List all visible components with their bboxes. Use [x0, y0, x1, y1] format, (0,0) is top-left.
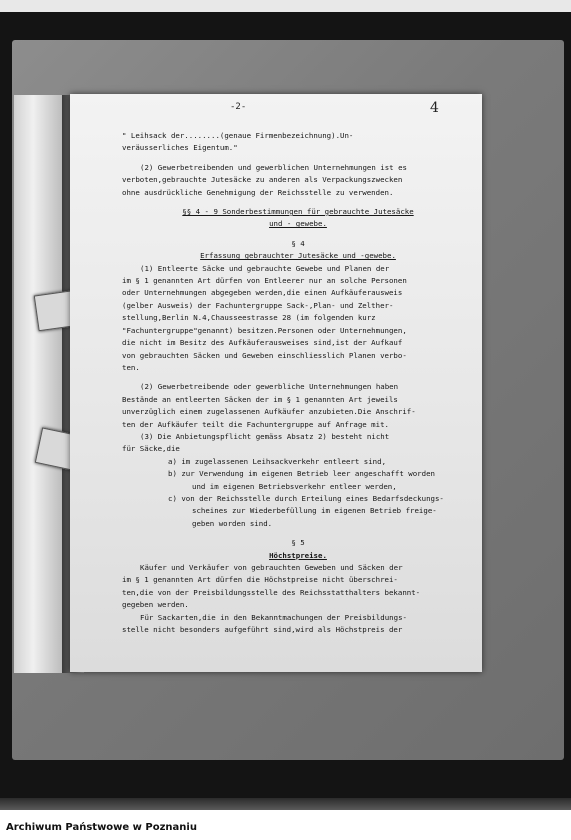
document-line: von gebrauchten Säcken und Geweben einschliesslich Planen verbo- — [122, 350, 407, 360]
document-line: "Fachuntergruppe"genannt) besitzen.Personen oder Unternehmungen, — [122, 325, 407, 335]
document-line: Käufer und Verkäufer von gebrauchten Geweben und Säcken der — [140, 563, 403, 572]
document-line: oder Unternehmungen abgegeben werden,die einen Aufkäuferausweis — [122, 288, 403, 298]
typed-document-page — [70, 94, 482, 672]
document-line — [122, 231, 474, 238]
document-line: im § 1 genannten Art dürfen von Entleerer nur an solche Personen — [122, 276, 407, 286]
document-line: ohne ausdrückliche Genehmigung der Reichsstelle zu verwenden. — [122, 187, 394, 197]
document-line: Bestände an entleerten Säcken der im § 1 genannten Art jeweils — [122, 394, 398, 404]
document-line: ten der Aufkäufer teilt die Fachuntergruppe auf Anfrage mit. — [122, 419, 389, 429]
document-line: die nicht im Besitz des Aufkäuferausweises sind,ist der Aufkauf — [122, 338, 403, 348]
document-line: b) zur Verwendung im eigenen Betrieb leer angeschafft worden — [168, 469, 435, 479]
document-line: geben worden sind. — [192, 518, 273, 528]
footer-bar — [0, 810, 571, 840]
document-line: verboten,gebrauchte Jutesäcke zu anderen als Verpackungszwecken — [122, 175, 403, 185]
document-line: Höchstpreise. — [269, 550, 327, 560]
document-body — [122, 100, 474, 636]
document-line: veräusserliches Eigentum." — [122, 143, 238, 153]
top-border — [0, 0, 571, 12]
document-line: und im eigenen Betriebsverkehr entleer werden, — [192, 481, 397, 491]
document-line: c) von der Reichsstelle durch Erteilung eines Bedarfsdeckungs- — [168, 493, 444, 503]
document-line — [122, 530, 474, 537]
document-line: (1) Entleerte Säcke und gebrauchte Gewebe und Planen der — [140, 263, 390, 273]
document-line: stellung,Berlin N.4,Chausseestrasse 28 (im folgenden kurz — [122, 313, 376, 323]
document-line: Erfassung gebrauchter Jutesäcke und -gewebe. — [200, 251, 396, 261]
document-line: und - gewebe. — [269, 219, 327, 229]
bottom-border — [0, 798, 571, 810]
document-line: Für Sackarten,die in den Bekanntmachungen der Preisbildungs- — [140, 612, 407, 622]
document-line: stelle nicht besonders aufgeführt sind,wird als Höchstpreis der — [122, 625, 403, 635]
binding-fold — [14, 95, 64, 673]
page-number-mark: -2- — [230, 102, 247, 112]
document-line — [122, 199, 474, 206]
archive-label: Archiwum Państwowe w Poznaniu — [6, 822, 197, 833]
document-line: a) im zugelassenen Leihsackverkehr entleert sind, — [168, 456, 387, 466]
document-line: im § 1 genannten Art dürfen die Höchstpreise nicht überschrei- — [122, 575, 398, 585]
document-line: " Leihsack der........(genaue Firmenbezeichnung).Un- — [122, 131, 354, 140]
document-line — [122, 374, 474, 381]
document-line: (3) Die Anbietungspflicht gemäss Absatz 2) besteht nicht — [140, 431, 390, 441]
document-line: ten,die von der Preisbildungsstelle des Reichsstatthalters bekannt- — [122, 587, 421, 597]
folio-number: 4 — [430, 100, 439, 116]
document-line: unverzüglich einem zugelassenen Aufkäufer anzubieten.Die Anschrif- — [122, 407, 416, 417]
top-spacing — [122, 100, 474, 130]
document-line: (gelber Ausweis) der Fachuntergruppe Sack-,Plan- und Zelther- — [122, 300, 394, 310]
document-line: ten. — [122, 362, 140, 372]
document-line: §§ 4 - 9 Sonderbestimmungen für gebrauchte Jutesäcke — [182, 207, 414, 217]
document-line: (2) Gewerbetreibenden und gewerblichen Unternehmungen ist es — [140, 162, 407, 172]
document-line: (2) Gewerbetreibende oder gewerbliche Unternehmungen haben — [140, 382, 399, 392]
document-line: gegeben werden. — [122, 600, 189, 610]
document-line: scheines zur Wiederbefüllung im eigenen Betrieb freige- — [192, 506, 437, 516]
document-line: § 5 — [291, 538, 305, 548]
document-line: für Säcke,die — [122, 444, 180, 454]
document-line — [122, 155, 474, 162]
document-line: § 4 — [291, 238, 305, 248]
